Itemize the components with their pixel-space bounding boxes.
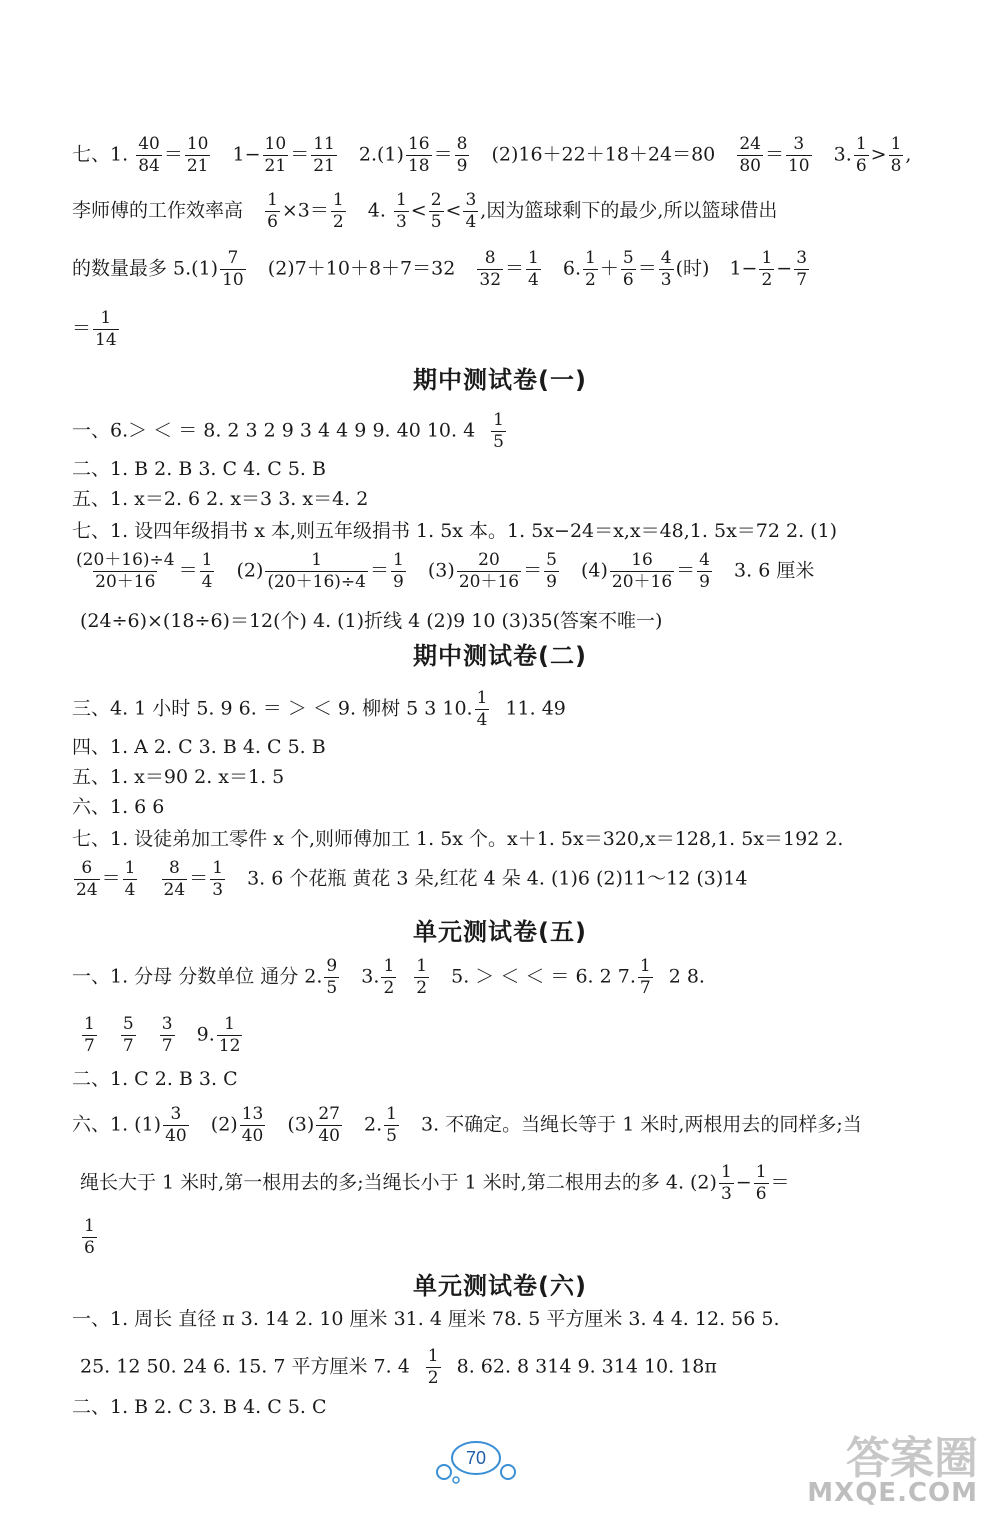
fraction-numerator: 7 [227,248,239,268]
fraction [263,136,289,175]
fraction-numerator: 1 [855,134,867,154]
fraction [123,860,138,899]
fraction-numerator: 1 [100,308,112,328]
fraction [737,136,763,175]
answer-line: 绳长大于 1 米时,第一根用去的多;当绳长小于 1 米时,第二根用去的多 4. (2) $\frac{1}{3}$ − $\frac{1}{6}$ ＝ [80,1162,790,1204]
fraction-numerator: 1 [416,956,428,976]
fraction-denominator: 40 [165,1126,187,1146]
fraction-denominator: 6 [855,156,867,176]
fraction-denominator: 2 [427,1368,439,1388]
answer-line: 一、1. 分母 分数单位 通分 2. $\frac{9}{5}$ 3. $\frac{1}{2}$ $\frac{1}{2}$ 5. ＞ ＜ ＜ ＝ 6. 2 7. $\frac{1}{7}$ 2 8. [72,956,705,998]
fraction-denominator: 14 [95,330,117,350]
fraction-denominator: 3 [395,212,407,232]
answer-line: 五、1. x＝2. 6 2. x＝3 3. x＝4. 2 [72,488,369,510]
fraction-numerator: 1 [528,248,539,268]
fraction-denominator: 21 [186,156,209,176]
fraction [136,136,162,175]
fraction [311,136,337,175]
fraction-numerator: 13 [241,1104,264,1124]
fraction [429,192,444,231]
fraction-denominator: 9 [546,572,557,592]
fraction [457,552,521,591]
fraction [659,250,674,289]
answer-line: 五、1. x＝90 2. x＝1. 5 [72,766,285,788]
fraction-numerator: 3 [793,134,805,154]
fraction-denominator: 10 [787,156,810,176]
answer-line: 一、1. 周长 直径 π 3. 14 2. 10 厘米 31. 4 厘米 78. 5 平方厘米 3. 4 4. 12. 56 5. [72,1308,780,1330]
section-title: 单元测试卷(六) [413,1272,587,1300]
fraction-denominator: 6 [84,1238,95,1258]
answer-line: 七、1. 设徒弟加工零件 x 个,则师傅加工 1. 5x 个。x＋1. 5x＝320,x＝128,1. 5x＝192 2. [72,828,844,850]
answer-line: 的数量最多 5.(1) $\frac{7}{10}$ (2)7＋10＋8＋7＝32 $\frac{8}{32}$ ＝ $\frac{1}{4}$ 6. $\frac{1}{2}$ ＋ $\frac{5}{6}$ ＝ $\frac{4}{3}$ (时) 1− $\frac{1}{2}$ − $\frac{3}{7}$ [72,248,808,290]
answer-line: (24÷6)×(18÷6)＝12(个) 4. (1)折线 4 (2)9 10 (3)35(答案不唯一) [80,610,663,632]
fraction-numerator: 1 [84,1014,95,1034]
fraction-numerator: 4 [699,550,710,570]
section-title: 单元测试卷(五) [413,918,587,946]
fraction-denominator: 21 [313,156,335,176]
fraction [475,690,490,729]
answer-line: 七、1. 设四年级捐书 x 本,则五年级捐书 1. 5x 本。1. 5x−24＝x,x＝48,1. 5x＝72 2. (1) [72,520,838,542]
fraction [74,860,100,899]
answer-line: 七、1. $\frac{40}{84}$ ＝ $\frac{10}{21}$ 1− $\frac{10}{21}$ ＝ $\frac{11}{21}$ 2.(1) $\frac{16}{18}$ ＝ $\frac{8}{9}$ (2)16＋22＋18＋24＝80 $\frac{24}{80}$ ＝ $\frac{3}{10}$ 3. $\frac{1}{6}$ > $\frac{1}{8}$ , [72,134,912,176]
fraction [160,1016,175,1055]
answer-line: 25. 12 50. 24 6. 15. 7 平方厘米 7. 4 $\frac{1}{2}$ 8. 62. 8 314 9. 314 10. 18π [80,1346,717,1388]
fraction-denominator: 20＋16 [611,572,673,592]
fraction [455,136,470,175]
fraction-numerator: 1 [383,956,395,976]
fraction-denominator: 7 [639,978,651,998]
fraction-numerator: 16 [631,550,653,570]
fraction [394,192,409,231]
fraction [265,552,368,591]
fraction-numerator: 1 [427,1346,439,1366]
fraction-numerator: 1 [311,550,323,570]
fraction [200,552,215,591]
fraction [638,958,653,997]
fraction-denominator: 5 [493,432,504,452]
fraction-denominator: 2 [416,978,428,998]
answer-line: 二、1. B 2. C 3. B 4. C 5. C [72,1396,327,1418]
fraction [477,250,503,289]
fraction-numerator: 8 [456,134,468,154]
fraction-numerator: 2 [430,190,442,210]
fraction-numerator: 1 [224,1014,235,1034]
fraction-denominator: 6 [755,1184,767,1204]
fraction-denominator: 9 [699,572,710,592]
fraction-denominator: 5 [430,212,442,232]
fraction-numerator: 5 [122,1014,134,1034]
fraction-denominator: 40 [318,1126,340,1146]
fraction [93,310,119,349]
fraction [754,1164,769,1203]
answer-line: $\frac{(20+16)\div 4}{20+16}$ ＝ $\frac{1}{4}$ (2) $\frac{1}{(20+16)\div 4}$ ＝ $\frac{1}{9}$ (3) $\frac{20}{20+16}$ ＝ $\frac{5}{9}$ (4) $\frac{16}{20+16}$ ＝ $\frac{4}{9}$ 3. 6 厘米 [76,550,815,592]
fraction-denominator: 4 [528,270,539,290]
fraction-denominator: 5 [326,978,338,998]
fraction [697,552,712,591]
fraction-denominator: 4 [124,880,136,900]
fraction-denominator: 84 [138,156,160,176]
fraction-numerator: 20 [478,550,500,570]
fraction [621,250,636,289]
fraction-denominator: 9 [456,156,468,176]
fraction [526,250,541,289]
answer-line: $\frac{6}{24}$ ＝ $\frac{1}{4}$ $\frac{8}{24}$ ＝ $\frac{1}{3}$ 3. 6 个花瓶 黄花 3 朵,红花 4 朵 4. (1)6 (2)11～12 (3)14 [76,858,748,900]
fraction [491,412,506,451]
answer-line: 二、1. B 2. B 3. C 4. C 5. B [72,458,326,480]
answer-line: 六、1. 6 6 [72,796,165,818]
fraction [74,552,177,591]
fraction-denominator: 2 [383,978,395,998]
answer-line: $\frac{1}{7}$ $\frac{5}{7}$ $\frac{3}{7}$ 9. $\frac{1}{12}$ [84,1014,241,1056]
fraction-denominator: 20＋16 [95,572,156,592]
fraction [265,192,280,231]
fraction-denominator: 5 [386,1126,397,1146]
fraction-numerator: 5 [546,550,557,570]
fraction-denominator: 9 [393,572,404,592]
fraction [331,192,346,231]
fraction-numerator: 16 [407,134,430,154]
fraction-numerator: 1 [476,688,488,708]
fraction-denominator: 8 [890,156,902,176]
fraction-numerator: (20＋16)÷4 [76,550,175,570]
fraction [220,250,246,289]
fraction-numerator: 3 [170,1104,182,1124]
fraction-numerator: 1 [755,1162,767,1182]
answer-line: 一、6.＞ ＜ ＝ 8. 2 3 2 9 3 4 4 9 9. 40 10. 4 $\frac{1}{5}$ [72,410,504,452]
fraction-numerator: 1 [124,858,136,878]
fraction-numerator: 1 [393,550,404,570]
fraction-numerator: 3 [161,1014,173,1034]
fraction-numerator: 1 [386,1104,397,1124]
fraction [384,1106,399,1145]
fraction [406,136,432,175]
fraction-numerator: 10 [186,134,209,154]
fraction-numerator: 5 [622,248,634,268]
fraction-numerator: 3 [796,248,808,268]
fraction [381,958,396,997]
answer-line: 二、1. C 2. B 3. C [72,1068,238,1090]
fraction-denominator: 7 [161,1036,173,1056]
fraction [583,250,598,289]
answer-line [80,1218,99,1257]
fraction-numerator: 24 [739,134,761,154]
fraction-denominator: 12 [218,1036,241,1056]
fraction-denominator: 7 [84,1036,95,1056]
fraction [210,860,225,899]
fraction-numerator: 1 [395,190,407,210]
fraction [185,136,211,175]
fraction-denominator: 4 [201,572,213,592]
fraction-denominator: 80 [739,156,761,176]
fraction-numerator: 6 [81,858,93,878]
fraction-denominator: 40 [241,1126,264,1146]
fraction-numerator: 1 [720,1162,732,1182]
fraction-denominator: 3 [720,1184,732,1204]
page-number-badge [434,1436,518,1486]
watermark-site: MXQE.COM [807,1478,978,1508]
fraction-numerator: 10 [264,134,287,154]
fraction [82,1016,97,1055]
fraction-denominator: 24 [163,880,186,900]
fraction-denominator: 10 [222,270,244,290]
fraction-denominator: 2 [761,270,773,290]
watermark-logo: 答案圈 [846,1433,978,1484]
fraction-denominator: 2 [585,270,596,290]
fraction-numerator: 1 [890,134,902,154]
answer-line: 四、1. A 2. C 3. B 4. C 5. B [72,736,326,758]
fraction-numerator: 1 [639,956,651,976]
fraction [794,250,809,289]
fraction-denominator: 6 [267,212,278,232]
fraction [786,136,812,175]
fraction [854,136,869,175]
fraction [217,1016,243,1055]
fraction-numerator: 40 [138,134,160,154]
fraction [163,1106,189,1145]
fraction [240,1106,266,1145]
fraction [121,1016,136,1055]
fraction [391,552,406,591]
fraction [544,552,559,591]
fraction [414,958,429,997]
fraction-denominator: 21 [264,156,287,176]
fraction-numerator: 1 [201,550,213,570]
answer-line: 六、1. (1) $\frac{3}{40}$ (2) $\frac{13}{40}$ (3) $\frac{27}{40}$ 2. $\frac{1}{5}$ 3. 不确定。当绳长等于 1 米时,两根用去的同样多;当 [72,1104,862,1146]
fraction-numerator: 4 [660,248,672,268]
fraction-denominator: 2 [332,212,344,232]
page-number: 70 [465,1448,487,1468]
fraction-numerator: 1 [212,858,224,878]
fraction-numerator: 1 [493,410,504,430]
watermark [778,1420,990,1512]
fraction-numerator: 1 [84,1216,95,1236]
fraction-denominator: 4 [476,710,488,730]
fraction-numerator: 27 [318,1104,340,1124]
fraction-denominator: 3 [660,270,672,290]
fraction-denominator: 7 [122,1036,134,1056]
fraction-denominator: 20＋16 [458,572,520,592]
fraction-denominator: 4 [465,212,477,232]
section-title: 期中测试卷(二) [413,642,587,670]
fraction [82,1218,97,1257]
fraction-numerator: 1 [761,248,773,268]
fraction-denominator: 24 [76,880,98,900]
fraction-numerator: 11 [313,134,335,154]
fraction-numerator: 8 [484,248,496,268]
fraction-denominator: 3 [212,880,224,900]
answer-line: 三、4. 1 小时 5. 9 6. ＝ ＞ ＜ 9. 柳树 5 3 10. $\frac{1}{4}$ 11. 49 [72,688,566,730]
fraction [719,1164,734,1203]
fraction [324,958,339,997]
fraction [889,136,904,175]
fraction-numerator: 1 [332,190,344,210]
fraction-numerator: 9 [326,956,338,976]
fraction [426,1348,441,1387]
fraction-denominator: 18 [407,156,430,176]
fraction-numerator: 1 [585,248,596,268]
answer-line: ＝ $\frac{1}{14}$ [72,308,117,350]
section-title: 期中测试卷(一) [413,366,587,394]
fraction-denominator: 6 [622,270,634,290]
fraction-numerator: 1 [267,190,278,210]
fraction-denominator: (20＋16)÷4 [267,572,366,592]
fraction-denominator: 7 [796,270,808,290]
fraction [610,552,674,591]
fraction [463,192,478,231]
answer-line: 李师傅的工作效率高 $\frac{1}{6}$ ×3＝ $\frac{1}{2}$ 4. $\frac{1}{3}$ < $\frac{2}{5}$ < $\frac{3}{4}$ ,因为篮球剩下的最少,所以篮球借出 [72,190,778,232]
fraction-denominator: 32 [479,270,502,290]
fraction [759,250,774,289]
fraction [316,1106,342,1145]
fraction-numerator: 3 [465,190,477,210]
fraction [162,860,188,899]
fraction-numerator: 8 [168,858,180,878]
